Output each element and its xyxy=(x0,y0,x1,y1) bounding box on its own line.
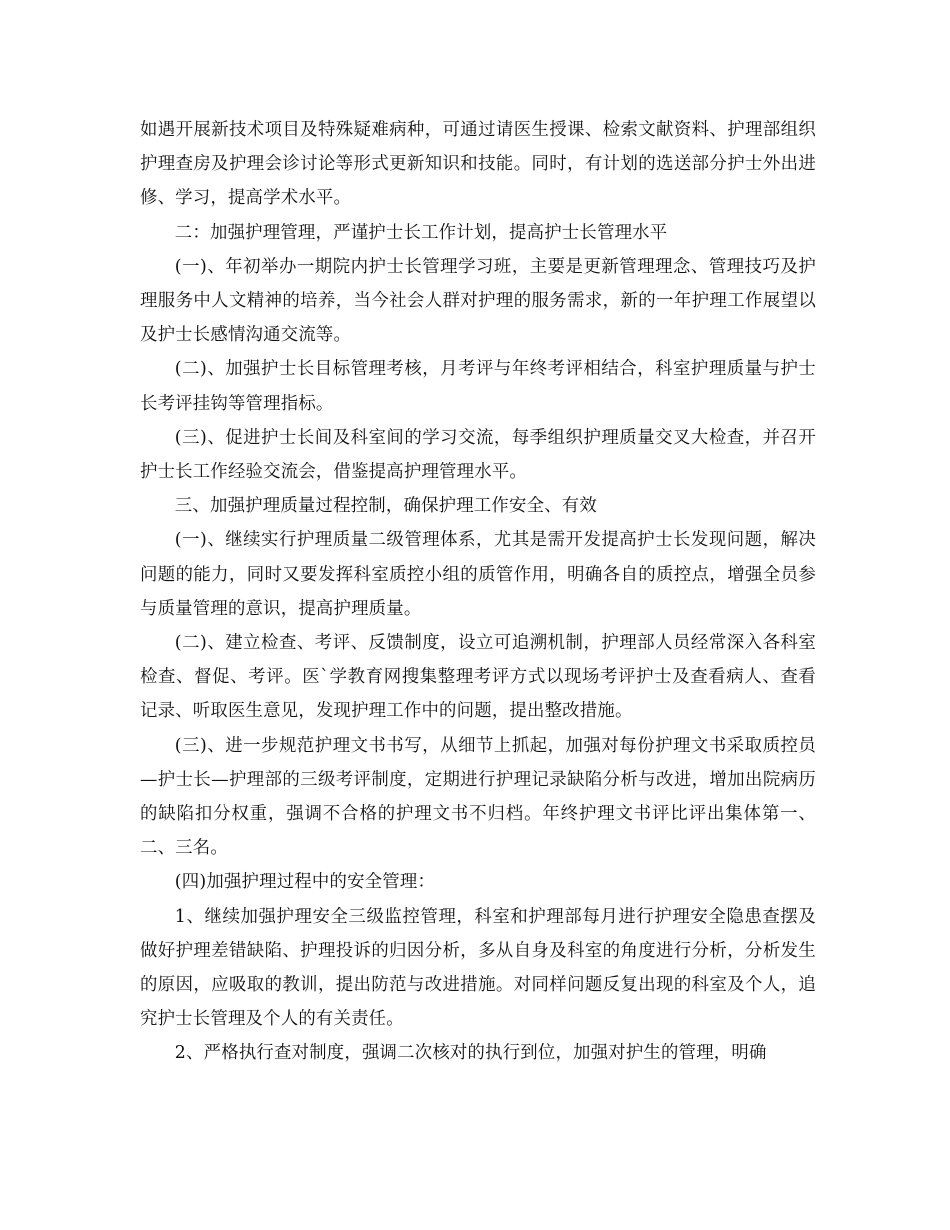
subsection-heading-3-4: (四)加强护理过程中的安全管理： xyxy=(174,872,436,893)
section-heading-2: 二：加强护理管理，严谨护士长工作计划，提高护士长管理水平 xyxy=(174,222,668,243)
paragraph-3-1: (一)、继续实行护理质量二级管理体系，尤其是需开发提高护士长发现问题，解决问题的能力，同时又要发挥科室质控小组的质管作用，明确各自的质控点，增强全员参与质量管理的意识，提高护理质量。 xyxy=(140,530,816,619)
section-heading-3: 三、加强护理质量过程控制，确保护理工作安全、有效 xyxy=(174,496,597,517)
paragraph-2-1: (一)、年初举办一期院内护士长管理学习班，主要是更新管理理念、管理技巧及护理服务中人文精神的培养，当今社会人群对护理的服务需求，新的一年护理工作展望以及护士长感情沟通交流等。 xyxy=(140,256,816,346)
paragraph-3-4-2: 2、严格执行查对制度，强调二次核对的执行到位，加强对护生的管理，明确 xyxy=(174,1043,767,1064)
paragraph-2-2: (二)、加强护士长目标管理考核，月考评与年终考评相结合，科室护理质量与护士长考评挂钩等管理指标。 xyxy=(140,359,816,414)
paragraph-3-4-1: 1、继续加强护理安全三级监控管理，科室和护理部每月进行护理安全隐患查摆及做好护理差错缺陷、护理投诉的归因分析，多从自身及科室的角度进行分析，分析发生的原因，应吸取的教训，提出防范与改进措施。对同样问题反复出现的科室及个人，追究护士长管理及个人的有关责任。 xyxy=(140,906,816,1030)
document-body xyxy=(140,113,816,1071)
paragraph-1: 如遇开展新技术项目及特殊疑难病种，可通过请医生授课、检索文献资料、护理部组织护理查房及护理会诊讨论等形式更新知识和技能。同时，有计划的选送部分护士外出进修、学习，提高学术水平。 xyxy=(140,120,816,209)
paragraph-3-2: (二)、建立检查、考评、反馈制度，设立可追溯机制，护理部人员经常深入各科室检查、督促、考评。医`学教育网搜集整理考评方式以现场考评护士及查看病人、查看记录、听取医生意见，发现护理工作中的问题，提出整改措施。 xyxy=(140,633,816,722)
paragraph-2-3: (三)、促进护士长间及科室间的学习交流，每季组织护理质量交叉大检查，并召开护士长工作经验交流会，借鉴提高护理管理水平。 xyxy=(140,427,816,483)
paragraph-3-3: (三)、进一步规范护理文书书写，从细节上抓起，加强对每份护理文书采取质控员—护士长—护理部的三级考评制度，定期进行护理记录缺陷分析与改进，增加出院病历的缺陷扣分权重，强调不合格的护理文书不归档。年终护理文书评比评出集体第一、二、三名。 xyxy=(140,735,816,859)
